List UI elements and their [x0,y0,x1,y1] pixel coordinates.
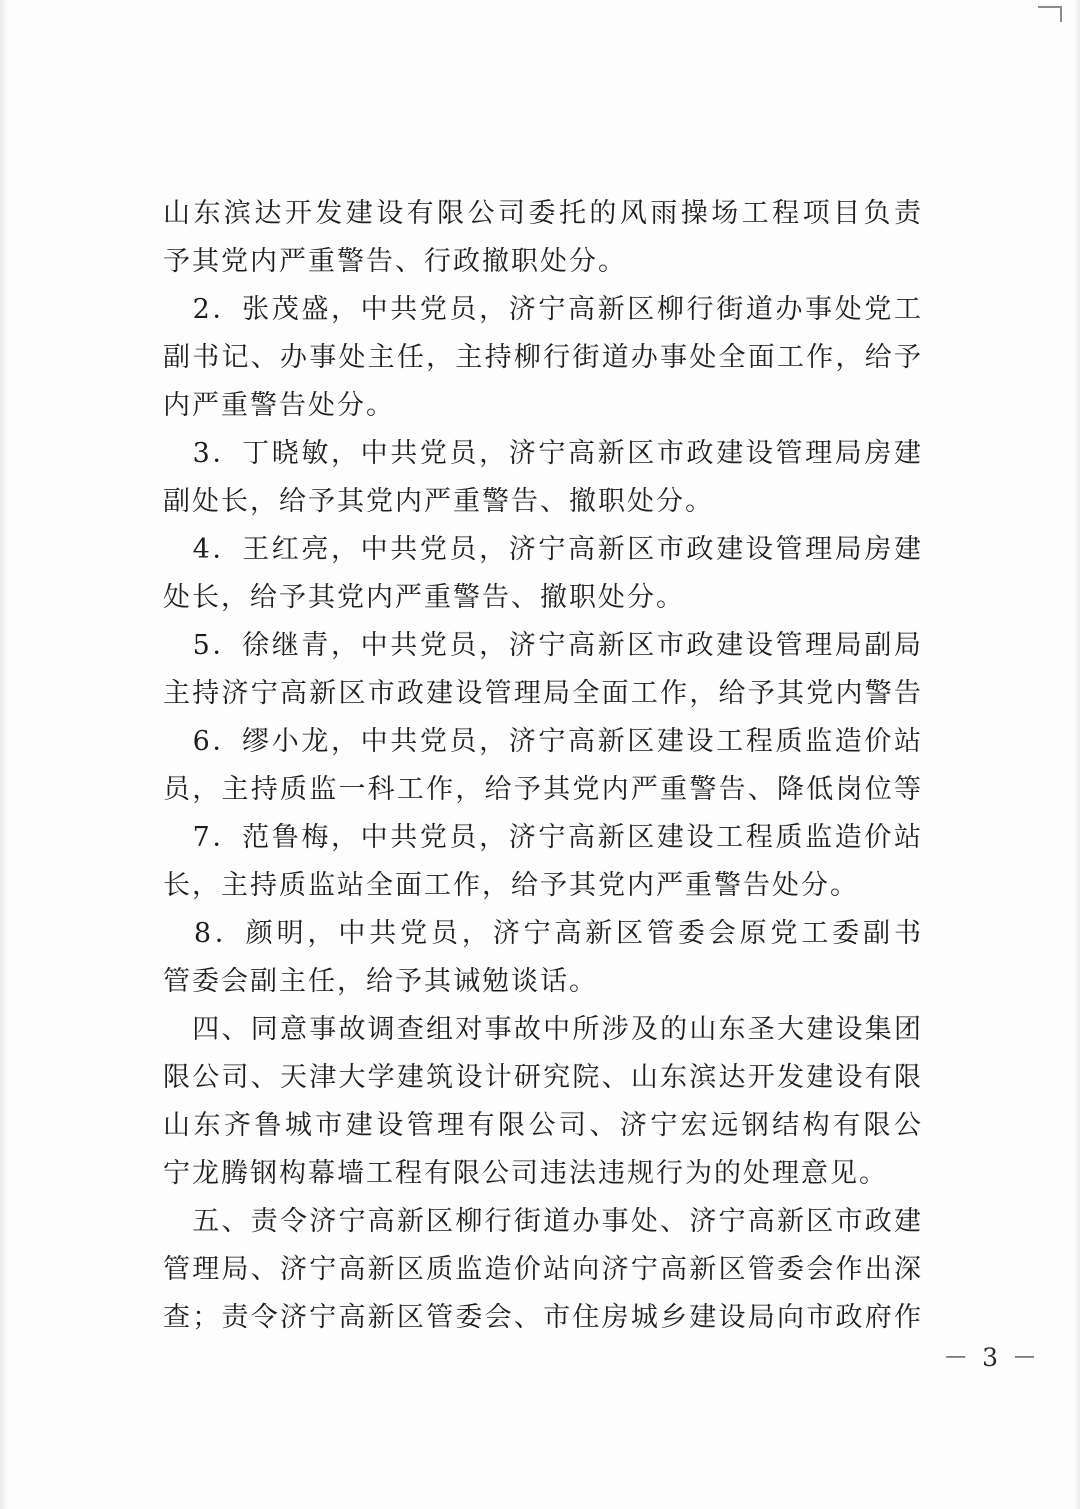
text-line: 2．张茂盛，中共党员，济宁高新区柳行街道办事处党工 [192,294,923,325]
text-line: 长，主持质监站全面工作，给予其党内严重警告处分。 [163,870,859,901]
text-line: 副书记、办事处主任，主持柳行街道办事处全面工作，给予 [163,342,923,373]
text-line: 5．徐继青，中共党员，济宁高新区市政建设管理局副局 [192,630,923,661]
text-line: 山东滨达开发建设有限公司委托的风雨操场工程项目负责 [163,198,923,229]
text-line: 3．丁晓敏，中共党员，济宁高新区市政建设管理局房建 [192,438,923,469]
text-line: 主持济宁高新区市政建设管理局全面工作，给予其党内警告 [163,678,923,709]
scan-edge-right [1074,0,1080,1509]
text-line: 限公司、天津大学建筑设计研究院、山东滨达开发建设有限 [163,1062,923,1093]
text-line: 管理局、济宁高新区质监造价站向济宁高新区管委会作出深 [163,1254,923,1285]
page-number: － 3 － [943,1343,1040,1372]
text-line: 处长，给予其党内严重警告、撤职处分。 [163,582,685,613]
text-line: 宁龙腾钢构幕墙工程有限公司违法违规行为的处理意见。 [163,1158,888,1189]
text-line: 内严重警告处分。 [163,390,395,421]
text-line: 予其党内严重警告、行政撤职处分。 [163,246,627,277]
text-line: 山东齐鲁城市建设管理有限公司、济宁宏远钢结构有限公 [163,1110,923,1141]
text-line: 四、同意事故调查组对事故中所涉及的山东圣大建设集团 [192,1014,923,1045]
scan-corner-mark [1038,6,1062,22]
text-line: 6．缪小龙，中共党员，济宁高新区建设工程质监造价站 [192,726,923,757]
text-line: 员，主持质监一科工作，给予其党内严重警告、降低岗位等 [163,774,923,805]
text-line: 查；责令济宁高新区管委会、市住房城乡建设局向市政府作 [163,1302,923,1333]
text-line: 8．颜明，中共党员，济宁高新区管委会原党工委副书 [193,918,923,949]
text-line: 管委会副主任，给予其诫勉谈话。 [163,966,598,997]
text-line: 7．范鲁梅，中共党员，济宁高新区建设工程质监造价站 [192,822,923,853]
body-text [163,190,923,1342]
text-line: 4．王红亮，中共党员，济宁高新区市政建设管理局房建 [192,534,923,565]
text-line: 副处长，给予其党内严重警告、撤职处分。 [163,486,714,517]
scan-edge-left [0,0,8,1509]
text-line: 五、责令济宁高新区柳行街道办事处、济宁高新区市政建 [192,1206,923,1237]
